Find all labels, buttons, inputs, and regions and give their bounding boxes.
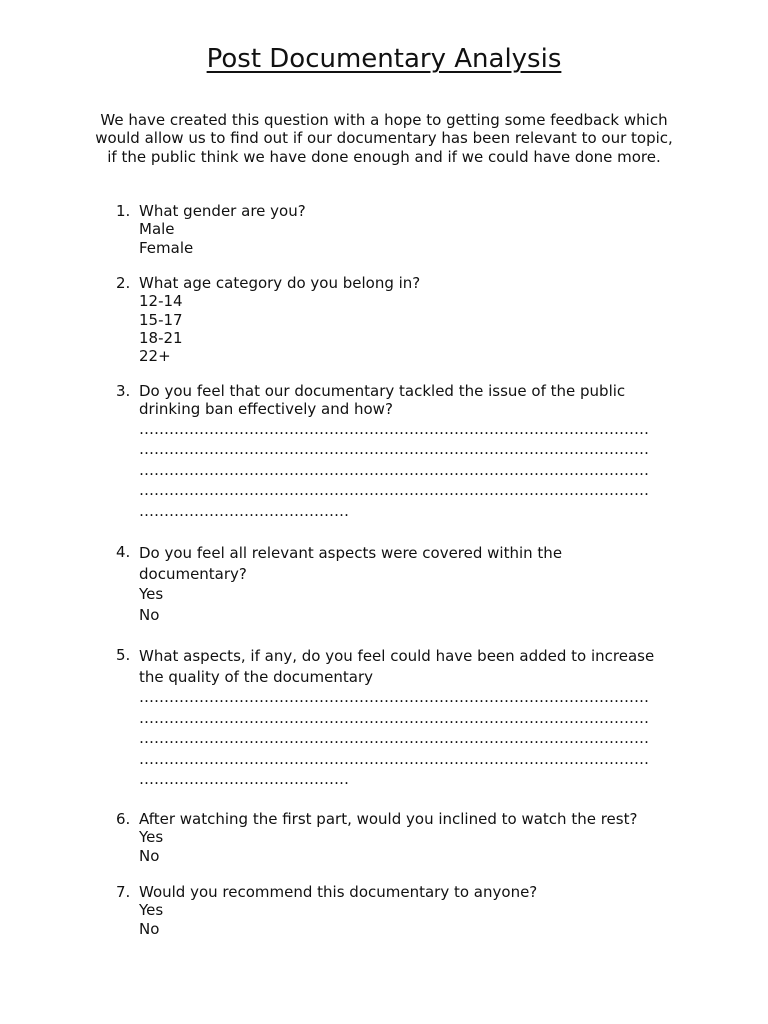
answer-option: Yes [139, 828, 164, 847]
question-number: 5. [116, 646, 131, 664]
question-number: 1. [116, 202, 131, 220]
answer-option: Male [139, 220, 175, 239]
question-number: 6. [116, 810, 131, 828]
answer-option: 15-17 [139, 310, 183, 329]
answer-line: ………………………………………………………………………………………… [139, 460, 649, 479]
answer-line: ………………………………………………………………………………………… [139, 729, 649, 747]
answer-line: ………………………………………………………………………………………… [139, 419, 649, 438]
question-text: What gender are you? [139, 202, 306, 220]
answer-option: No [139, 919, 160, 938]
question-text: Do you feel that our documentary tackled the issue of the public drinking ban effectively and how? [139, 382, 626, 419]
question-4 [108, 543, 688, 625]
answer-line: …………………………………… [139, 501, 349, 520]
answer-option: No [139, 605, 160, 624]
answer-option: Female [139, 238, 194, 257]
intro-paragraph: We have created this question with a hope to getting some feedback which would allow us to find out if our documentary has been relevant to our topic, if the public think we have done enough and if we could have done more. [95, 111, 673, 166]
answer-option: 12-14 [139, 292, 183, 311]
question-3 [108, 382, 688, 521]
question-number: 2. [116, 274, 131, 292]
question-1 [108, 202, 688, 257]
question-5 [108, 646, 688, 790]
answer-option: Yes [139, 585, 164, 603]
answer-option: Yes [139, 901, 164, 920]
answer-option: 22+ [139, 347, 171, 366]
answer-option: 18-21 [139, 328, 183, 347]
answer-line: ………………………………………………………………………………………… [139, 708, 649, 727]
answer-line: ………………………………………………………………………………………… [139, 688, 649, 706]
answer-line: ………………………………………………………………………………………… [139, 481, 649, 500]
question-7 [108, 883, 688, 938]
page-title: Post Documentary Analysis [206, 44, 562, 74]
question-text: After watching the first part, would you inclined to watch the rest? [139, 810, 638, 828]
answer-line: ………………………………………………………………………………………… [139, 749, 649, 768]
answer-option: No [139, 846, 160, 865]
answer-line: …………………………………… [139, 770, 349, 788]
question-2 [108, 274, 688, 365]
question-text: What aspects, if any, do you feel could have been added to increase the quality of the documentary [139, 647, 655, 686]
answer-line: ………………………………………………………………………………………… [139, 440, 649, 459]
question-text: What age category do you belong in? [139, 274, 421, 292]
question-number: 3. [116, 382, 131, 400]
question-6 [108, 810, 688, 865]
question-number: 7. [116, 883, 131, 901]
question-number: 4. [116, 543, 131, 561]
question-text: Would you recommend this documentary to anyone? [139, 883, 538, 901]
question-text: Do you feel all relevant aspects were covered within the documentary? [139, 544, 563, 583]
